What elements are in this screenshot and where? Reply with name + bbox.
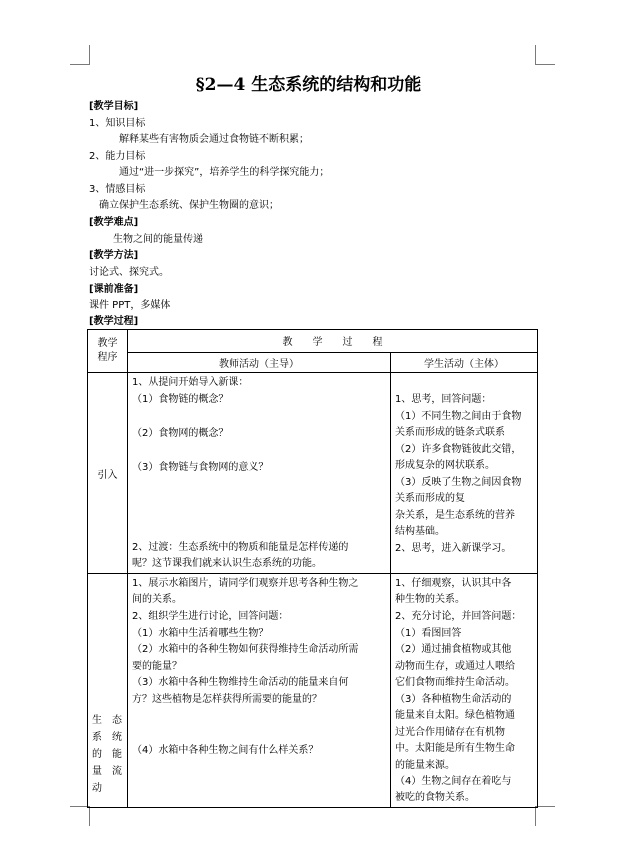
- student-line: 能量来自太阳。绿色植物通: [395, 710, 515, 721]
- goal2-text: 通过“进一步探究”，培养学生的科学探究能力；: [119, 167, 330, 178]
- procedure-header-cell: [88, 330, 128, 373]
- teacher-line: 要的能量？: [132, 661, 182, 672]
- teacher-line: 间的关系。: [132, 594, 182, 605]
- student-line: 种生物的关系。: [395, 594, 465, 605]
- row-energy-label-line: 动: [92, 783, 102, 794]
- student-line: （2）通过捕食植物或其他: [395, 644, 512, 655]
- row-intro-student-cell: [391, 373, 538, 574]
- student-line: 2、思考，进入新课学习。: [395, 543, 512, 554]
- difficulty-text: 生物之间的能量传递: [113, 234, 203, 245]
- crop-mark-bottom-right: [535, 806, 555, 807]
- student-line: 2、充分讨论，并回答问题：: [395, 611, 522, 622]
- row-energy-student-cell: [391, 574, 538, 808]
- teacher-line: 方？这些植物是怎样获得所需要的能量的？: [132, 694, 322, 705]
- student-line: （1）看图回答: [395, 628, 462, 639]
- student-line: 1、思考，回答问题：: [395, 394, 492, 405]
- student-line: （4）生物之间存在着吃与: [395, 776, 512, 787]
- crop-mark-top-left: [89, 45, 90, 65]
- crop-mark-bottom-right: [535, 806, 536, 826]
- goal1-text: 解释某些有害物质会通过食物链不断积累；: [119, 134, 309, 145]
- method-text: 讨论式、探究式。: [89, 267, 169, 278]
- prep-header: [课前准备]: [89, 284, 139, 295]
- teacher-line: 呢？这节课我们就来认识生态系统的功能。: [132, 558, 322, 569]
- student-line: 过光合作用储存在有机物: [395, 727, 505, 738]
- teacher-line: 1、展示水箱图片，请同学们观察并思考各种生物之: [132, 578, 359, 589]
- student-line: 中。太阳能是所有生物生命: [395, 743, 515, 754]
- crop-mark-top-right: [535, 45, 536, 65]
- student-line: 杂关系，是生态系统的营养: [395, 510, 515, 521]
- student-line: 动物而生存，或通过人喂给: [395, 661, 515, 672]
- teacher-line: （4）水箱中各种生物之间有什么样关系？: [132, 745, 319, 756]
- teacher-line: （1）水箱中生活着哪些生物？: [132, 628, 269, 639]
- student-line: 关系而形成的复: [395, 493, 465, 504]
- student-activity-header: 学生活动（主体）: [391, 352, 538, 372]
- teacher-line: 2、组织学生进行讨论，回答问题：: [132, 611, 289, 622]
- student-line: 结构基础。: [395, 526, 445, 537]
- teacher-line: 1、从提问开始导入新课：: [132, 377, 249, 388]
- teacher-line: （3）水箱中各种生物维持生命活动的能量来自何: [132, 677, 349, 688]
- teacher-line: （1）食物链的概念？: [132, 394, 229, 405]
- student-line: 被吃的食物关系。: [395, 792, 475, 803]
- student-line: （3）各种植物生命活动的: [395, 694, 512, 705]
- page-title: §2—4 生态系统的结构和功能: [195, 75, 422, 95]
- crop-mark-bottom-left: [89, 806, 90, 826]
- student-line: 的能量来源。: [395, 760, 455, 771]
- row-energy-label-line: 量 流: [92, 766, 122, 777]
- teacher-line: （3）食物链与食物网的意义？: [132, 462, 269, 473]
- goal3-label: 3、情感目标: [89, 184, 146, 195]
- student-line: 关系而形成的链条式联系: [395, 427, 505, 438]
- goal2-label: 2、能力目标: [89, 151, 146, 162]
- student-line: （3）反映了生物之间因食物: [395, 477, 522, 488]
- procedure-header-b: 程序: [97, 352, 118, 363]
- goal1-label: 1、知识目标: [89, 118, 146, 129]
- row-energy-teacher-cell: [128, 574, 391, 808]
- student-line: 1、仔细观察，认识其中各: [395, 578, 512, 589]
- student-line: （2）许多食物链彼此交错，: [395, 444, 522, 455]
- process-header: [教学过程]: [89, 316, 139, 327]
- prep-text: 课件 PPT，多媒体: [89, 300, 171, 311]
- student-line: 它们食物而维持生命活动。: [395, 677, 515, 688]
- teacher-line: （2）食物网的概念？: [132, 428, 229, 439]
- crop-mark-top-right: [535, 64, 555, 65]
- student-line: （1）不同生物之间由于食物: [395, 411, 522, 422]
- row-energy-label-line: 生 态: [92, 715, 122, 726]
- goals-header: [教学目标]: [89, 101, 139, 112]
- row-energy-label-cell: [88, 574, 128, 808]
- teacher-line: （2）水箱中的各种生物如何获得维持生命活动所需: [132, 644, 359, 655]
- teaching-process-table: [87, 329, 538, 808]
- row-intro-label: 引入: [88, 373, 128, 574]
- goal3-text: 确立保护生态系统、保护生物圈的意识；: [99, 200, 279, 211]
- row-intro-teacher-cell: [128, 373, 391, 574]
- teacher-activity-header: 教师活动（主导）: [128, 352, 391, 372]
- teaching-process-header: 教 学 过 程: [128, 330, 538, 353]
- difficulty-header: [教学难点]: [89, 217, 139, 228]
- teacher-line: 2、过渡：生态系统中的物质和能量是怎样传递的: [132, 542, 349, 553]
- student-line: 形成复杂的网状联系。: [395, 460, 495, 471]
- row-energy-label-line: 的 能: [92, 749, 122, 760]
- method-header: [教学方法]: [89, 250, 139, 261]
- procedure-header-a: 教学: [97, 338, 118, 349]
- row-energy-label-line: 系 统: [92, 732, 122, 743]
- crop-mark-top-left: [70, 64, 90, 65]
